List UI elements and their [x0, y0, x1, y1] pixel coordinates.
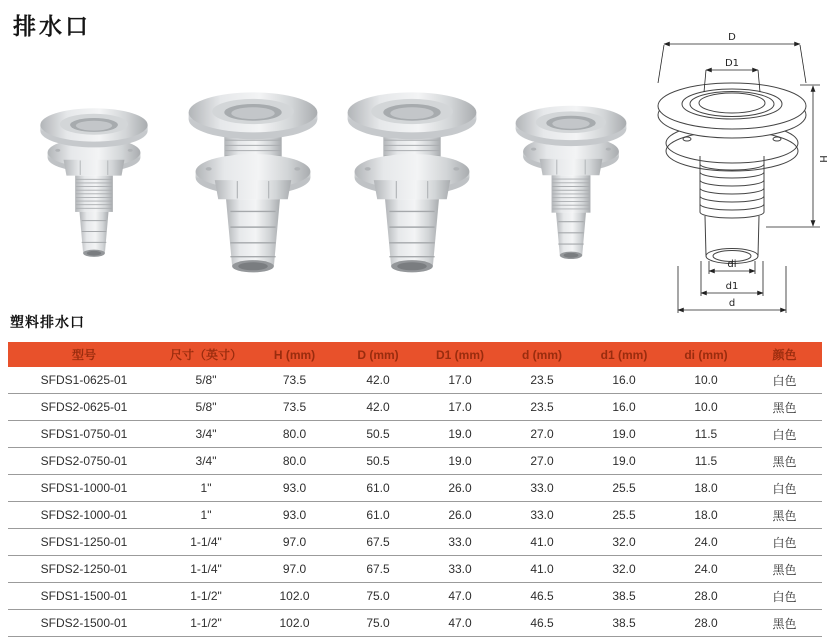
- table-cell: 1-1/2": [160, 583, 252, 610]
- table-cell: SFDS1-0625-01: [8, 367, 160, 394]
- table-cell: 75.0: [337, 583, 419, 610]
- table-cell: 61.0: [337, 475, 419, 502]
- table-cell: 102.0: [252, 583, 337, 610]
- col-header-color: 颜色: [747, 342, 822, 367]
- table-cell: 19.0: [583, 448, 665, 475]
- page-title: 排水口: [13, 13, 91, 39]
- table-cell: 16.0: [583, 367, 665, 394]
- table-row: [8, 610, 822, 637]
- table-cell: 白色: [747, 421, 822, 448]
- table-cell: 46.5: [501, 583, 583, 610]
- table-cell: 1-1/4": [160, 529, 252, 556]
- table-cell: 1": [160, 475, 252, 502]
- table-cell: 17.0: [419, 367, 501, 394]
- table-cell: 白色: [747, 529, 822, 556]
- table-cell: 10.0: [665, 394, 747, 421]
- table-cell: SFDS1-1500-01: [8, 583, 160, 610]
- table-cell: 33.0: [501, 475, 583, 502]
- table-cell: 18.0: [665, 475, 747, 502]
- spec-table-wrap: [8, 342, 822, 637]
- table-cell: 33.0: [419, 529, 501, 556]
- table-cell: 46.5: [501, 610, 583, 637]
- table-cell: 5/8": [160, 367, 252, 394]
- table-cell: 24.0: [665, 529, 747, 556]
- table-cell: 38.5: [583, 610, 665, 637]
- table-cell: 93.0: [252, 475, 337, 502]
- table-cell: 27.0: [501, 448, 583, 475]
- table-cell: 19.0: [583, 421, 665, 448]
- table-cell: 黑色: [747, 394, 822, 421]
- table-cell: 10.0: [665, 367, 747, 394]
- fitting-outline: [658, 83, 806, 264]
- table-cell: 11.5: [665, 421, 747, 448]
- table-row: [8, 448, 822, 475]
- table-row: [8, 475, 822, 502]
- col-header-D: D (mm): [337, 342, 419, 367]
- table-cell: 1": [160, 502, 252, 529]
- table-cell: 17.0: [419, 394, 501, 421]
- table-cell: 19.0: [419, 421, 501, 448]
- technical-drawing: [648, 14, 828, 316]
- dimension-label-d1: d1: [725, 281, 739, 292]
- table-cell: 41.0: [501, 556, 583, 583]
- table-cell: 80.0: [252, 448, 337, 475]
- table-cell: 47.0: [419, 610, 501, 637]
- table-cell: 18.0: [665, 502, 747, 529]
- col-header-d1: d1 (mm): [583, 342, 665, 367]
- product-photo-2: [173, 88, 332, 288]
- table-row: [8, 502, 822, 529]
- table-row: [8, 367, 822, 394]
- table-cell: 黑色: [747, 610, 822, 637]
- table-cell: SFDS1-0750-01: [8, 421, 160, 448]
- table-cell: 42.0: [337, 394, 419, 421]
- table-header-row: [8, 342, 822, 367]
- table-cell: 97.0: [252, 529, 337, 556]
- table-cell: 73.5: [252, 394, 337, 421]
- table-cell: 93.0: [252, 502, 337, 529]
- table-cell: 75.0: [337, 610, 419, 637]
- table-cell: 1-1/4": [160, 556, 252, 583]
- table-cell: 50.5: [337, 421, 419, 448]
- table-cell: 26.0: [419, 502, 501, 529]
- dimension-label-H: H: [817, 155, 828, 163]
- table-cell: 47.0: [419, 583, 501, 610]
- table-cell: 19.0: [419, 448, 501, 475]
- table-cell: 33.0: [419, 556, 501, 583]
- table-cell: 67.5: [337, 529, 419, 556]
- table-cell: 27.0: [501, 421, 583, 448]
- table-cell: SFDS2-1250-01: [8, 556, 160, 583]
- table-cell: 25.5: [583, 475, 665, 502]
- table-cell: 33.0: [501, 502, 583, 529]
- table-cell: 28.0: [665, 610, 747, 637]
- table-cell: 50.5: [337, 448, 419, 475]
- table-cell: 1-1/2": [160, 610, 252, 637]
- table-row: [8, 394, 822, 421]
- table-cell: 24.0: [665, 556, 747, 583]
- product-photo-1: [14, 104, 173, 272]
- spec-table: [8, 342, 822, 637]
- table-cell: 白色: [747, 475, 822, 502]
- table-cell: 97.0: [252, 556, 337, 583]
- product-photo-3: [332, 88, 491, 288]
- dimension-label-di: di: [727, 259, 737, 270]
- table-cell: 23.5: [501, 394, 583, 421]
- dimension-label-D: D: [728, 32, 736, 43]
- table-cell: 41.0: [501, 529, 583, 556]
- table-cell: 11.5: [665, 448, 747, 475]
- table-row: [8, 556, 822, 583]
- col-header-H: H (mm): [252, 342, 337, 367]
- dimension-label-D1: D1: [724, 58, 740, 69]
- table-cell: 黑色: [747, 556, 822, 583]
- table-cell: 73.5: [252, 367, 337, 394]
- table-cell: 28.0: [665, 583, 747, 610]
- table-cell: 23.5: [501, 367, 583, 394]
- table-cell: 黑色: [747, 502, 822, 529]
- table-cell: SFDS1-1000-01: [8, 475, 160, 502]
- product-photos: [14, 72, 650, 304]
- table-cell: 32.0: [583, 556, 665, 583]
- table-row: [8, 529, 822, 556]
- table-cell: 80.0: [252, 421, 337, 448]
- table-row: [8, 421, 822, 448]
- product-photo-4: [491, 102, 650, 274]
- table-cell: SFDS1-1250-01: [8, 529, 160, 556]
- table-cell: 16.0: [583, 394, 665, 421]
- table-cell: 白色: [747, 367, 822, 394]
- table-cell: 白色: [747, 583, 822, 610]
- table-cell: SFDS2-1500-01: [8, 610, 160, 637]
- table-cell: 38.5: [583, 583, 665, 610]
- table-cell: 102.0: [252, 610, 337, 637]
- table-cell: 67.5: [337, 556, 419, 583]
- table-cell: 黑色: [747, 448, 822, 475]
- table-cell: SFDS2-0625-01: [8, 394, 160, 421]
- col-header-D1: D1 (mm): [419, 342, 501, 367]
- table-cell: 3/4": [160, 421, 252, 448]
- col-header-model: 型号: [8, 342, 160, 367]
- table-row: [8, 583, 822, 610]
- table-section-title: 塑料排水口: [10, 314, 85, 330]
- table-cell: 5/8": [160, 394, 252, 421]
- col-header-size: 尺寸（英寸）: [160, 342, 252, 367]
- col-header-di: di (mm): [665, 342, 747, 367]
- dimension-label-d: d: [728, 298, 736, 309]
- table-cell: 42.0: [337, 367, 419, 394]
- table-cell: 32.0: [583, 529, 665, 556]
- table-cell: 26.0: [419, 475, 501, 502]
- table-cell: 3/4": [160, 448, 252, 475]
- table-cell: 25.5: [583, 502, 665, 529]
- table-cell: 61.0: [337, 502, 419, 529]
- col-header-d: d (mm): [501, 342, 583, 367]
- table-cell: SFDS2-0750-01: [8, 448, 160, 475]
- table-cell: SFDS2-1000-01: [8, 502, 160, 529]
